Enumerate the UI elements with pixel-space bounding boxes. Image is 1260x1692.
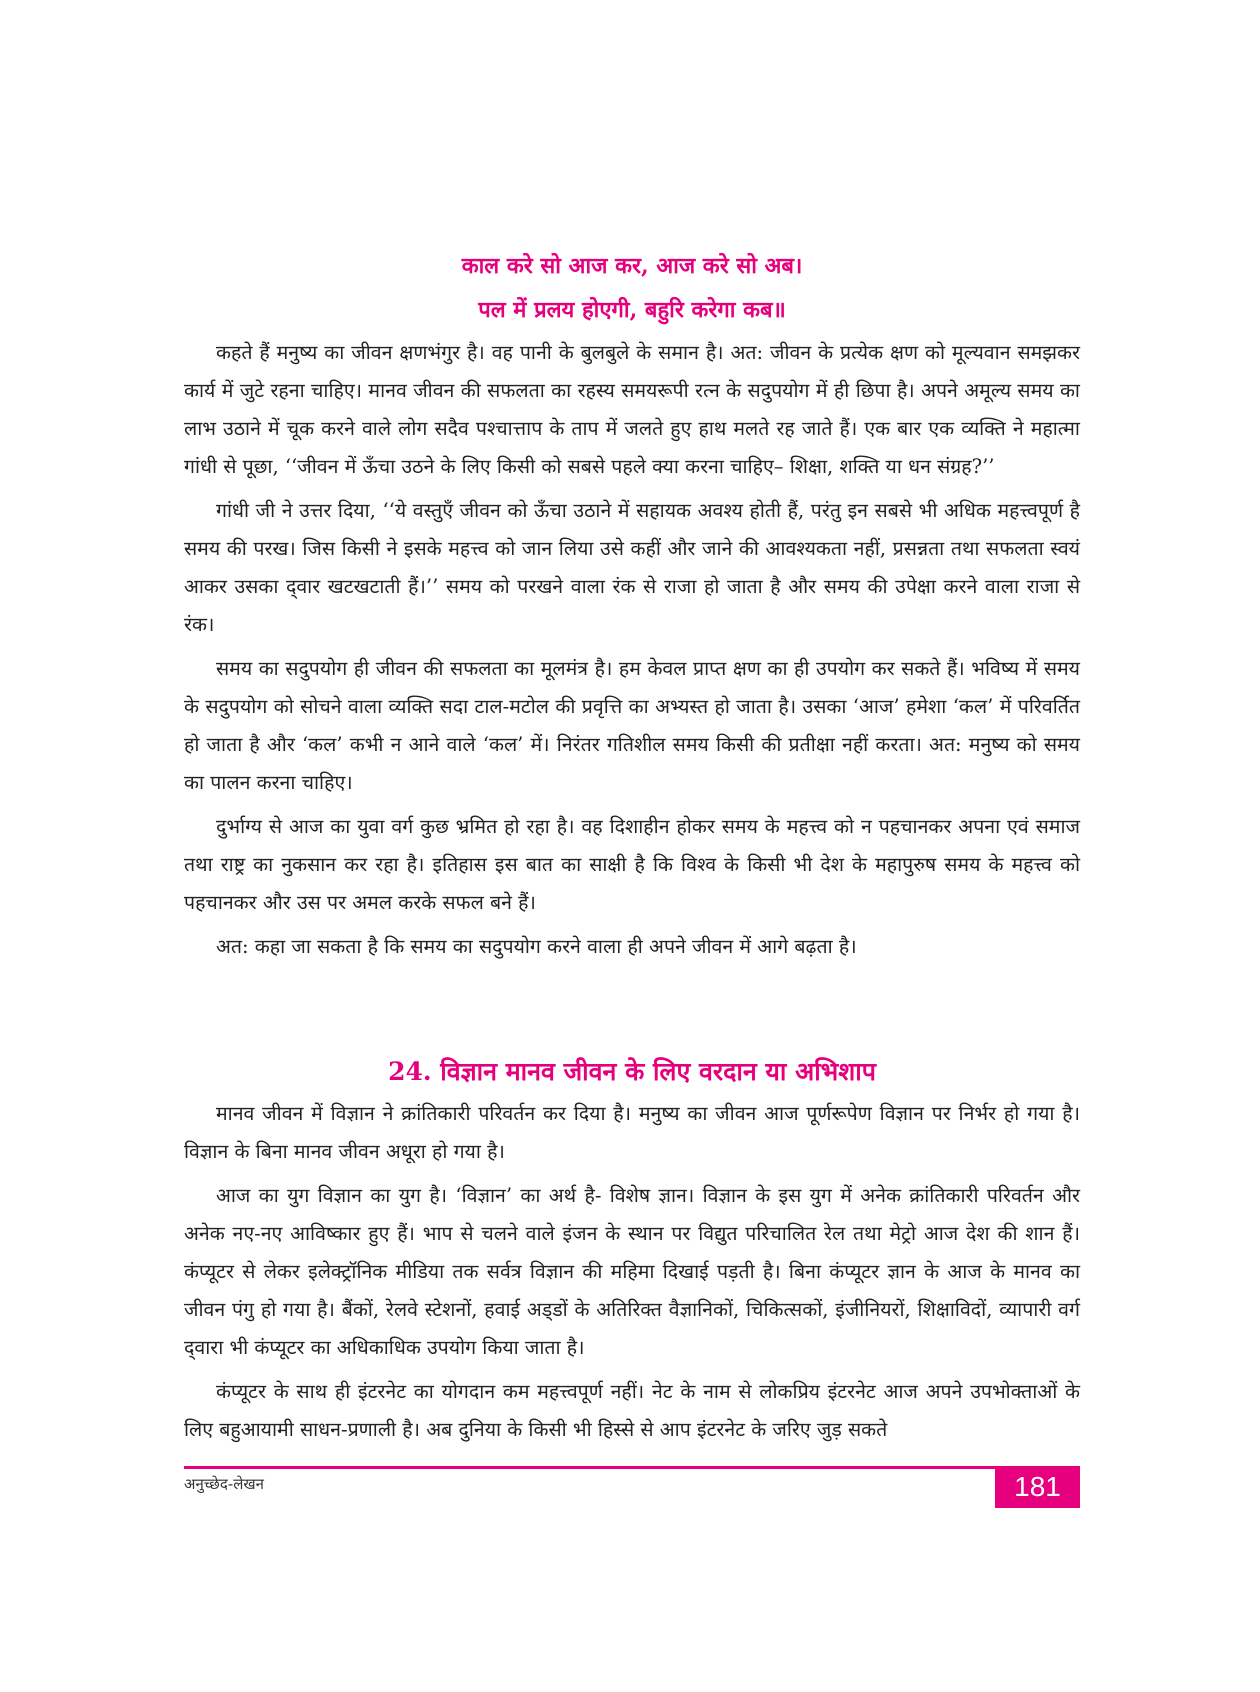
paragraph: कहते हैं मनुष्य का जीवन क्षणभंगुर है। वह पानी के बुलबुले के समान है। अत: जीवन के प्रत्येक क्षण को मूल्यवान समझकर कार्य में जुटे रहना चाहिए। मानव जीवन की सफलता का रहस्य समयरूपी रत्न के सदुपयोग में ही छिपा है। अपने अमूल्य समय का लाभ उठाने में चूक करने वाले लोग सदैव पश्चात्ताप के ताप में जलते हुए हाथ मलते रह जाते हैं। एक बार एक व्यक्ति ने महात्मा गांधी से पूछा, ‘‘जीवन में ऊँचा उठने के लिए किसी को सबसे पहले क्या करना चाहिए– शिक्षा, शक्ति या धन संग्रह?’’ <box>184 341 1080 478</box>
page-number-badge: 181 <box>995 1466 1080 1508</box>
couplet <box>184 244 1080 332</box>
footer-divider <box>184 1466 1080 1469</box>
paragraph: कंप्यूटर के साथ ही इंटरनेट का योगदान कम महत्त्वपूर्ण नहीं। नेट के नाम से लोकप्रिय इंटरनेट आज अपने उपभोक्ताओं के लिए बहुआयामी साधन-प्रणाली है। अब दुनिया के किसी भी हिस्से से आप इंटरनेट के जरिए जुड़ सकते <box>184 1380 1080 1441</box>
essay-science-body <box>184 1095 1080 1455</box>
essay-science-heading: 24. विज्ञान मानव जीवन के लिए वरदान या अभिशाप <box>388 1057 876 1086</box>
paragraph: मानव जीवन में विज्ञान ने क्रांतिकारी परिवर्तन कर दिया है। मनुष्य का जीवन आज पूर्णरूपेण विज्ञान पर निर्भर हो गया है। विज्ञान के बिना मानव जीवन अधूरा हो गया है। <box>184 1102 1080 1163</box>
paragraph: अत: कहा जा सकता है कि समय का सदुपयोग करने वाला ही अपने जीवन में आगे बढ़ता है। <box>216 935 857 958</box>
paragraph: समय का सदुपयोग ही जीवन की सफलता का मूलमंत्र है। हम केवल प्राप्त क्षण का ही उपयोग कर सकते हैं। भविष्य में समय के सदुपयोग को सोचने वाला व्यक्ति सदा टाल-मटोल की प्रवृत्ति का अभ्यस्त हो जाता है। उसका ‘आज’ हमेशा ‘कल’ में परिवर्तित हो जाता है और ‘कल’ कभी न आने वाले ‘कल’ में। निरंतर गतिशील समय किसी की प्रतीक्षा नहीं करता। अत: मनुष्य को समय का पालन करना चाहिए। <box>184 657 1080 794</box>
couplet-line-2: पल में प्रलय होएगी, बहुरि करेगा कब॥ <box>478 297 786 323</box>
couplet-line-1: काल करे सो आज कर, आज करे सो अब। <box>461 253 803 279</box>
paragraph: गांधी जी ने उत्तर दिया, ‘‘ये वस्तुएँ जीवन को ऊँचा उठाने में सहायक अवश्य होती हैं, परंतु इन सबसे भी अधिक महत्त्वपूर्ण है समय की परख। जिस किसी ने इसके महत्त्व को जान लिया उसे कहीं और जाने की आवश्यकता नहीं, प्रसन्नता तथा सफलता स्वयं आकर उसका द्‌वार खटखटाती हैं।’’ समय को परखने वाला रंक से राजा हो जाता है और समय की उपेक्षा करने वाला राजा से रंक। <box>184 499 1080 636</box>
paragraph: दुर्भाग्य से आज का युवा वर्ग कुछ भ्रमित हो रहा है। वह दिशाहीन होकर समय के महत्त्व को न पहचानकर अपना एवं समाज तथा राष्ट्र का नुकसान कर रहा है। इतिहास इस बात का साक्षी है कि विश्व के किसी भी देश के महापुरुष समय के महत्त्व को पहचानकर और उस पर अमल करके सफल बने हैं। <box>184 815 1080 914</box>
essay-time-body <box>184 334 1080 972</box>
footer-section-label: अनुच्छेद-लेखन <box>184 1475 264 1493</box>
paragraph: आज का युग विज्ञान का युग है। ‘विज्ञान’ का अर्थ है- विशेष ज्ञान। विज्ञान के इस युग में अनेक क्रांतिकारी परिवर्तन और अनेक नए-नए आविष्कार हुए हैं। भाप से चलने वाले इंजन के स्थान पर विद्युत परिचालित रेल तथा मेट्रो आज देश की शान हैं। कंप्यूटर से लेकर इलेक्ट्रॉनिक मीडिया तक सर्वत्र विज्ञान की महिमा दिखाई पड़ती है। बिना कंप्यूटर ज्ञान के आज के मानव का जीवन पंगु हो गया है। बैंकों, रेलवे स्टेशनों, हवाई अड्‌डों के अतिरिक्त वैज्ञानिकों, चिकित्सकों, इंजीनियरों, शिक्षाविदों, व्यापारी वर्ग द्‌वारा भी कंप्यूटर का अधिकाधिक उपयोग किया जाता है। <box>184 1184 1080 1359</box>
